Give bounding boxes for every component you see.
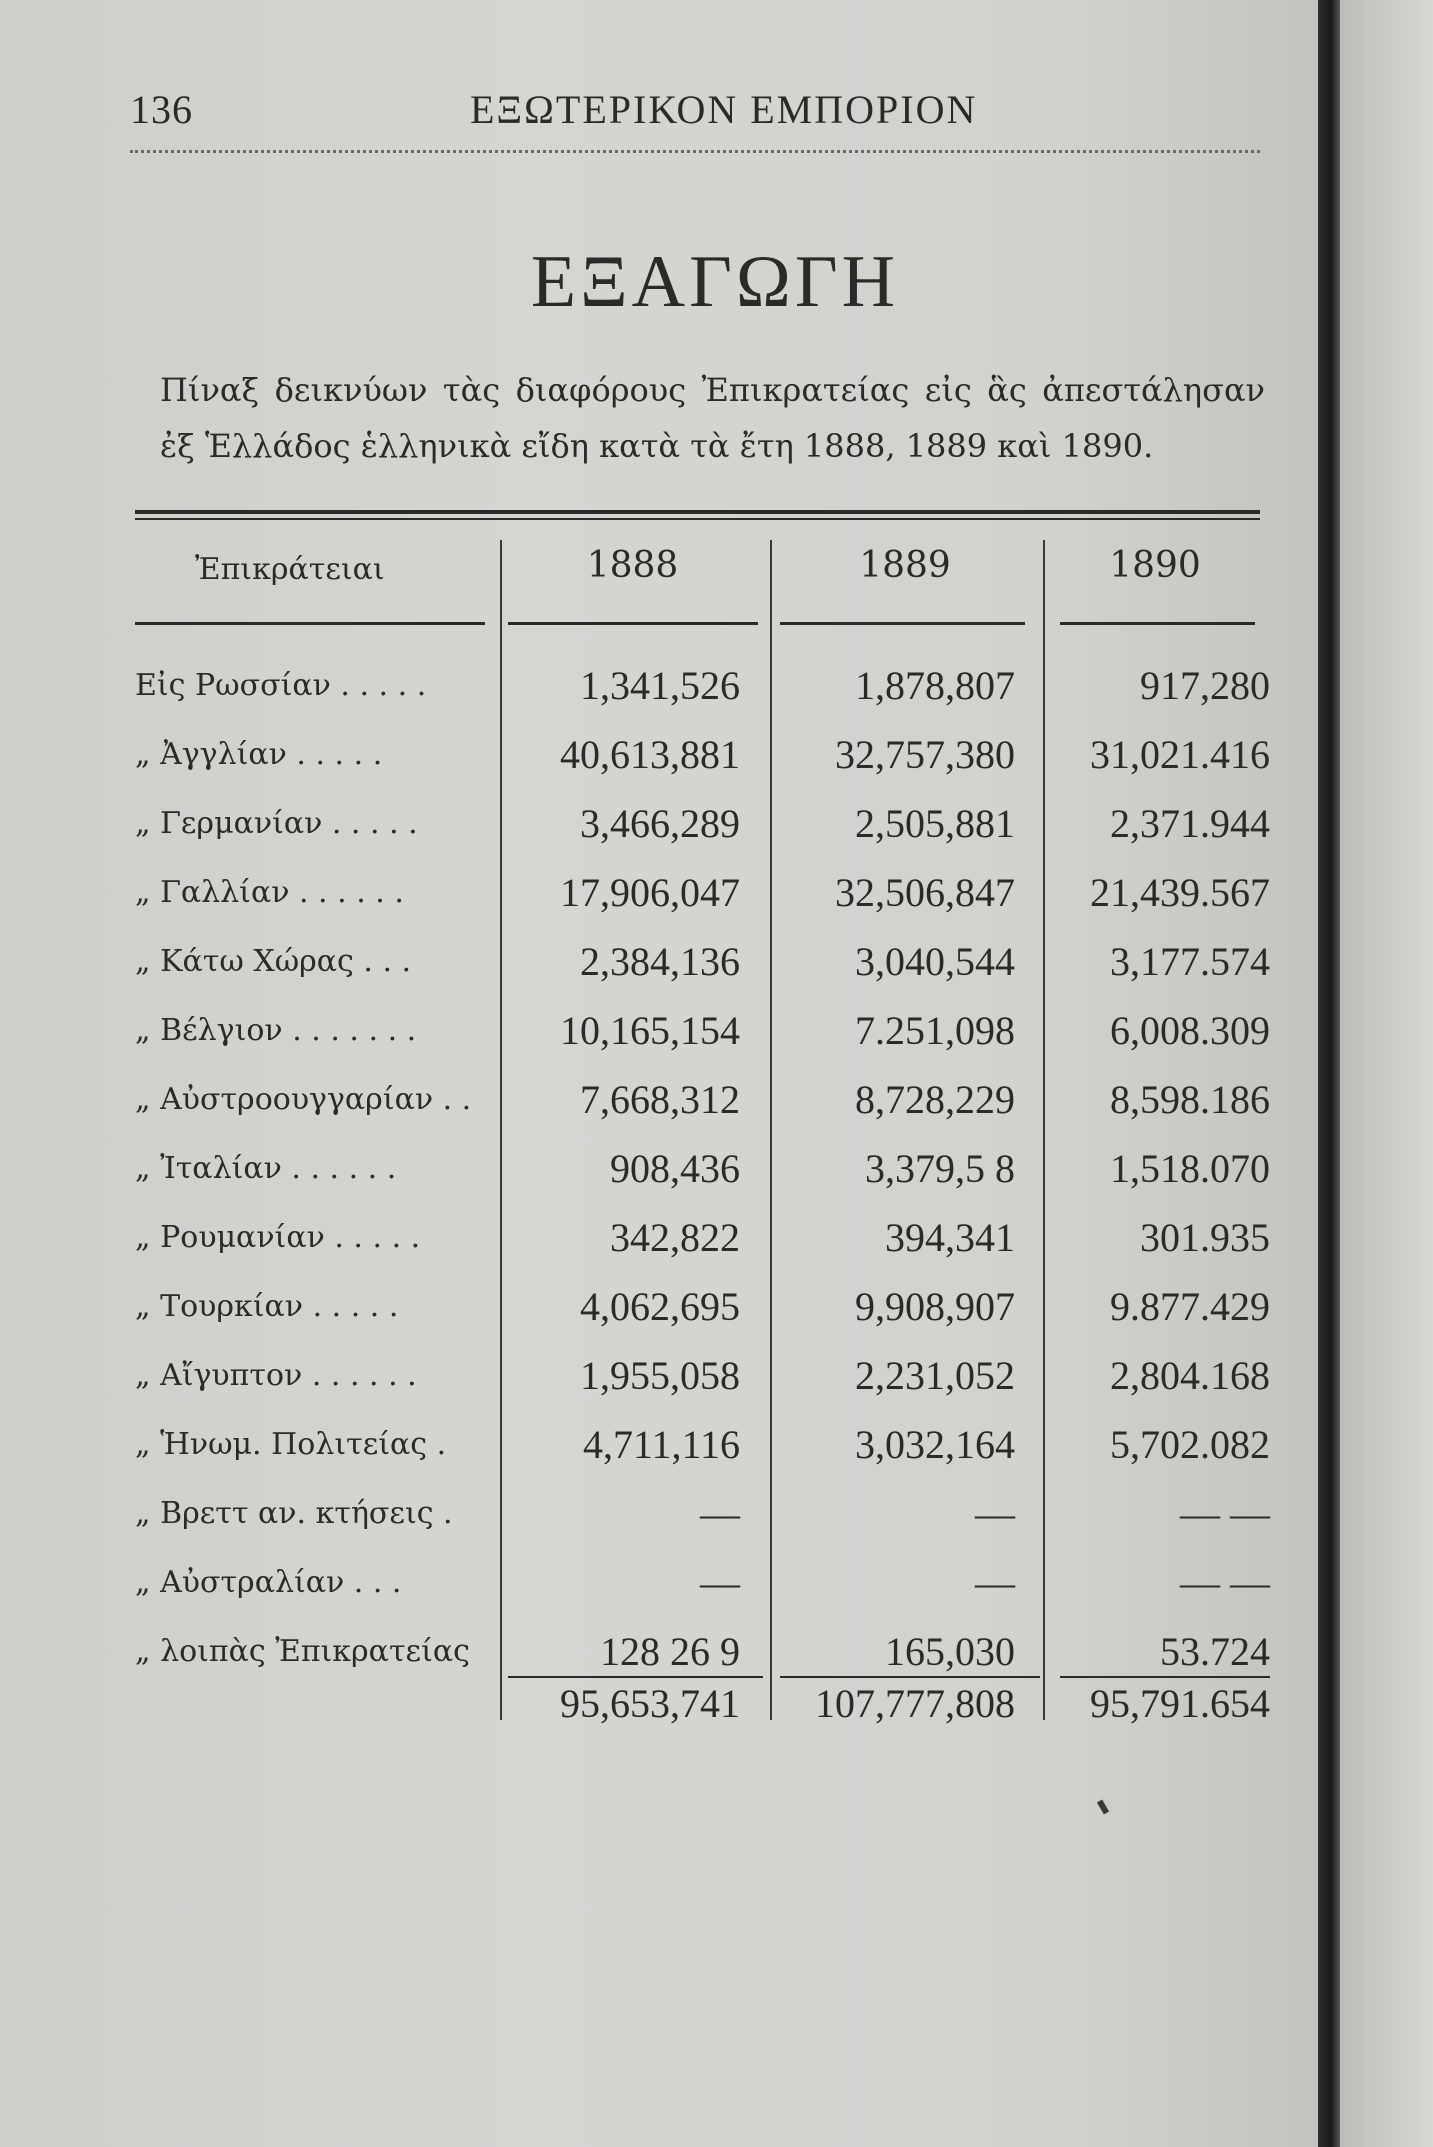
cell-1888: 17,906,047 — [560, 870, 740, 915]
cell-1888: — — [700, 1491, 740, 1536]
table-row — [0, 1555, 1280, 1621]
cell-1890: 5,702.082 — [1110, 1422, 1270, 1467]
cell-1890: 9.877.429 — [1110, 1284, 1270, 1329]
table-row — [0, 1417, 1280, 1483]
cell-1889: 32,757,380 — [835, 732, 1015, 777]
table-top-rule — [135, 510, 1260, 514]
page-number: 136 — [130, 87, 193, 132]
table-row — [0, 1003, 1280, 1069]
table-row — [0, 1141, 1280, 1207]
row-country: „ Γερμανίαν . . . . . — [135, 806, 418, 841]
table-row — [0, 796, 1280, 862]
table-row — [0, 1279, 1280, 1345]
cell-1888: 7,668,312 — [580, 1077, 740, 1122]
total-1888: 95,653,741 — [560, 1681, 740, 1726]
row-country: „ Βρεττ αν. κτήσεις . — [135, 1496, 453, 1531]
header-underline — [1060, 622, 1255, 625]
row-country: „ Βέλγιον . . . . . . . — [135, 1013, 417, 1048]
cell-1889: 394,341 — [885, 1215, 1015, 1260]
row-country: „ Γαλλίαν . . . . . . — [135, 875, 404, 910]
page-header — [130, 86, 1260, 146]
header-1890: 1890 — [1109, 545, 1201, 586]
row-country: „ Τουρκίαν . . . . . — [135, 1289, 399, 1324]
table-row — [0, 658, 1280, 724]
cell-1888: 1,955,058 — [580, 1353, 740, 1398]
total-rule — [1060, 1676, 1270, 1678]
row-country: Εἰς Ρωσσίαν . . . . . — [135, 668, 427, 703]
cell-1889: 7.251,098 — [855, 1008, 1015, 1053]
cell-1890: 1,518.070 — [1110, 1146, 1270, 1191]
cell-1890: 2,804.168 — [1110, 1353, 1270, 1398]
cell-1888: 4,711,116 — [582, 1422, 740, 1467]
cell-1890: 6,008.309 — [1110, 1008, 1270, 1053]
row-country: „ Αὐστραλίαν . . . — [135, 1565, 402, 1600]
cell-1889: 9,908,907 — [855, 1284, 1015, 1329]
cell-1888: 342,822 — [610, 1215, 740, 1260]
cell-1889: 8,728,229 — [855, 1077, 1015, 1122]
cell-1888: 10,165,154 — [560, 1008, 740, 1053]
total-rule — [508, 1676, 763, 1678]
row-country: „ Ἀγγλίαν . . . . . — [135, 737, 383, 772]
cell-1888: 3,466,289 — [580, 801, 740, 846]
table-row — [0, 1348, 1280, 1414]
cell-1888: 4,062,695 — [580, 1284, 740, 1329]
cell-1889: 3,032,164 — [855, 1422, 1015, 1467]
row-country: „ Αὐστροουγγαρίαν . . — [135, 1082, 472, 1117]
cell-1890: 301.935 — [1140, 1215, 1270, 1260]
row-country: „ λοιπὰς Ἐπικρατείας — [135, 1634, 470, 1669]
cell-1889: 2,231,052 — [855, 1353, 1015, 1398]
table-row — [0, 934, 1280, 1000]
table-row — [0, 1072, 1280, 1138]
row-country: „ Ἰταλίαν . . . . . . — [135, 1151, 397, 1186]
cell-1889: 32,506,847 — [835, 870, 1015, 915]
cell-1890: 2,371.944 — [1110, 801, 1270, 846]
page-title: ΕΞΑΓΩΓΗ — [530, 241, 900, 323]
cell-1888: — — [700, 1560, 740, 1605]
cell-1890: 917,280 — [1140, 663, 1270, 708]
cell-1888: 908,436 — [610, 1146, 740, 1191]
row-country: „ Ἡνωμ. Πολιτείας . — [135, 1427, 447, 1462]
total-1889: 107,777,808 — [815, 1681, 1015, 1726]
cell-1890: 31,021.416 — [1090, 732, 1270, 777]
row-country: „ Κάτω Χώρας . . . — [135, 944, 412, 979]
header-country: Ἐπικράτειαι — [195, 552, 385, 587]
table-row — [0, 1486, 1280, 1552]
header-rule — [130, 150, 1260, 153]
header-underline — [135, 622, 485, 625]
header-1889: 1889 — [859, 545, 951, 586]
header-1888: 1888 — [586, 545, 679, 586]
cell-1888: 40,613,881 — [560, 732, 740, 777]
table-caption: Πίναξ δεικνύων τὰς διαφόρους Ἐπικρατείας εἰς ἃς ἀπεστάλησαν ἐξ Ἑλλάδος ἑλληνικὰ εἴδη κατὰ τὰ ἔτη 1888, 1889 καὶ 1890. — [160, 371, 1265, 465]
table-row — [0, 1210, 1280, 1276]
cell-1889: 1,878,807 — [855, 663, 1015, 708]
header-underline — [780, 622, 1025, 625]
table-row — [0, 727, 1280, 793]
cell-1889: — — [975, 1560, 1015, 1605]
cell-1889: 3,379,5 8 — [865, 1146, 1015, 1191]
cell-1890: — — — [1180, 1491, 1270, 1536]
row-country: „ Αἴγυπτον . . . . . . — [135, 1358, 417, 1393]
running-head: ΕΞΩΤΕΡΙΚΟΝ ΕΜΠΟΡΙΟΝ — [470, 87, 978, 132]
cell-1888: 128 26 9 — [600, 1629, 740, 1674]
cell-1890: 53.724 — [1160, 1629, 1270, 1674]
header-underline — [508, 622, 758, 625]
table-row — [0, 865, 1280, 931]
cell-1889: — — [975, 1491, 1015, 1536]
cell-1889: 2,505,881 — [855, 801, 1015, 846]
cell-1888: 2,384,136 — [580, 939, 740, 984]
cell-1888: 1,341,526 — [580, 663, 740, 708]
cell-1890: 21,439.567 — [1090, 870, 1270, 915]
total-rule — [780, 1676, 1040, 1678]
cell-1889: 3,040,544 — [855, 939, 1015, 984]
cell-1890: — — — [1180, 1560, 1270, 1605]
row-country: „ Ρουμανίαν . . . . . — [135, 1220, 421, 1255]
cell-1890: 8,598.186 — [1110, 1077, 1270, 1122]
cell-1890: 3,177.574 — [1110, 939, 1270, 984]
total-1890: 95,791.654 — [1090, 1681, 1270, 1726]
table-top-rule-thin — [135, 518, 1260, 520]
cell-1889: 165,030 — [885, 1629, 1015, 1674]
